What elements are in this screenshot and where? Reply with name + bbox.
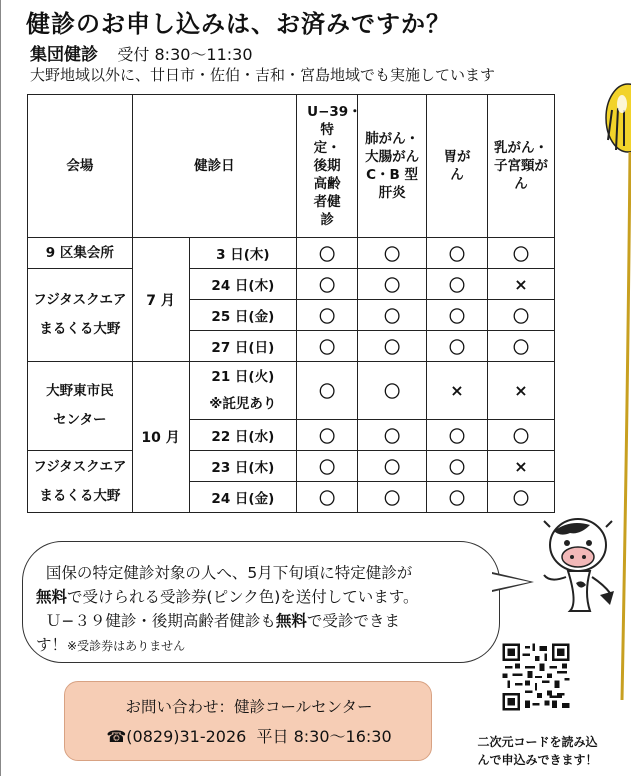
mark-cell: 〇 bbox=[297, 269, 358, 300]
venue-cell: 9 区集会所 bbox=[28, 238, 133, 269]
qr-caption-line: 二次元コードを読み込 bbox=[477, 735, 598, 749]
header-stomach bbox=[427, 95, 488, 238]
mark-cell: 〇 bbox=[427, 331, 488, 362]
notice-line bbox=[36, 609, 482, 633]
notice-line3-pre: Ｕ−３９健診・後期高齢者健診も bbox=[45, 612, 276, 630]
mark-cell: × bbox=[487, 451, 554, 482]
mark-cell: 〇 bbox=[297, 451, 358, 482]
mark-cell: × bbox=[487, 269, 554, 300]
date-cell: 27 日(日) bbox=[189, 331, 297, 362]
notice-line3-rest: で受診できま bbox=[306, 612, 400, 630]
mark-cell: 〇 bbox=[487, 482, 554, 513]
mark-cell: × bbox=[487, 362, 554, 420]
mark-cell: 〇 bbox=[358, 300, 427, 331]
notice-text bbox=[36, 561, 482, 658]
venue-line: まるくる大野 bbox=[39, 487, 121, 504]
mark-cell: 〇 bbox=[487, 300, 554, 331]
mark-cell: × bbox=[427, 362, 488, 420]
mark-cell: 〇 bbox=[358, 482, 427, 513]
notice-line1: 国保の特定健診対象の人へ、5月下旬頃に特定健診が bbox=[45, 564, 413, 582]
mark-cell: 〇 bbox=[427, 420, 488, 451]
mark-cell: 〇 bbox=[297, 420, 358, 451]
date-cell: 24 日(木) bbox=[189, 269, 297, 300]
mark-cell: 〇 bbox=[487, 331, 554, 362]
table-header-row bbox=[28, 95, 555, 238]
table-row bbox=[28, 362, 555, 420]
group-checkup-label: 集団健診 bbox=[30, 45, 98, 65]
venue-cell bbox=[28, 451, 133, 513]
header-breast-text: 乳がん・子宮頸がん bbox=[493, 140, 548, 192]
notice-line bbox=[36, 561, 482, 585]
free-emphasis: 無料 bbox=[36, 588, 68, 606]
mark-cell: 〇 bbox=[487, 420, 554, 451]
table-row bbox=[28, 269, 555, 300]
contact-title: お問い合わせ：健診コールセンター bbox=[125, 698, 373, 716]
table-row bbox=[28, 238, 555, 269]
header-lung bbox=[358, 95, 427, 238]
table-row bbox=[28, 451, 555, 482]
date-cell bbox=[189, 362, 297, 420]
mark-cell: 〇 bbox=[297, 300, 358, 331]
mark-cell: 〇 bbox=[427, 269, 488, 300]
qr-caption-line: んで申込みできます！ bbox=[477, 753, 598, 767]
region-note: 大野地域以外に、廿日市・佐伯・吉和・宮島地域でも実施しています bbox=[30, 66, 496, 84]
notice-line bbox=[36, 633, 482, 658]
header-date: 健診日 bbox=[132, 95, 297, 238]
date-cell: 24 日(金) bbox=[189, 482, 297, 513]
schedule-table bbox=[27, 94, 555, 513]
qr-code-icon[interactable] bbox=[500, 641, 572, 713]
mark-cell: 〇 bbox=[358, 331, 427, 362]
mark-cell: 〇 bbox=[297, 362, 358, 420]
mark-cell: 〇 bbox=[487, 238, 554, 269]
venue-cell bbox=[28, 269, 133, 362]
date-cell: 23 日(木) bbox=[189, 451, 297, 482]
contact-phone bbox=[65, 724, 433, 747]
venue-line: まるくる大野 bbox=[39, 321, 121, 337]
header-stomach-text: 胃がん bbox=[443, 149, 471, 183]
mark-cell: 〇 bbox=[427, 238, 488, 269]
mark-cell: 〇 bbox=[297, 238, 358, 269]
bubble-tail-inner bbox=[492, 574, 530, 590]
mark-cell: 〇 bbox=[358, 451, 427, 482]
date-cell: 3 日(木) bbox=[189, 238, 297, 269]
ticket-note: ※受診券はありません bbox=[67, 639, 186, 653]
phone-hours: 平日 8:30〜16:30 bbox=[256, 727, 392, 746]
notice-line2: で受けられる受診券(ピンク色)を送付しています。 bbox=[67, 588, 419, 606]
contact-box bbox=[64, 681, 432, 761]
childcare-note: ※託児あり bbox=[209, 395, 277, 412]
venue-line: フジタスクエア bbox=[33, 292, 127, 308]
date-cell: 22 日(水) bbox=[189, 420, 297, 451]
venue-line: センター bbox=[53, 412, 107, 428]
page-title: 健診のお申し込みは、お済みですか？ bbox=[26, 10, 451, 38]
mark-cell: 〇 bbox=[297, 482, 358, 513]
mark-cell: 〇 bbox=[358, 269, 427, 300]
mark-cell: 〇 bbox=[427, 482, 488, 513]
group-checkup-header bbox=[30, 40, 253, 65]
decorative-edge-illustration bbox=[598, 80, 631, 720]
mark-cell: 〇 bbox=[297, 331, 358, 362]
month-cell-july: 7 月 bbox=[132, 238, 189, 362]
qr-caption bbox=[455, 733, 620, 769]
phone-number[interactable]: (0829)31-2026 bbox=[126, 727, 247, 746]
venue-line: 大野東市民 bbox=[46, 383, 114, 399]
free-emphasis: 無料 bbox=[275, 612, 307, 630]
header-u39-text: U−39・特定・後期高齢者健診 bbox=[307, 104, 362, 228]
mark-cell: 〇 bbox=[358, 238, 427, 269]
mark-cell: 〇 bbox=[358, 420, 427, 451]
header-venue: 会場 bbox=[28, 95, 133, 238]
date-text: 21 日(火) bbox=[211, 368, 275, 385]
phone-icon: ☎ bbox=[106, 727, 127, 746]
venue-cell bbox=[28, 362, 133, 451]
reception-hours: 受付 8:30〜11:30 bbox=[117, 45, 253, 64]
venue-line: フジタスクエア bbox=[33, 458, 127, 475]
month-cell-october: 10 月 bbox=[132, 362, 189, 513]
notice-line4: す！ bbox=[36, 636, 68, 654]
notice-line bbox=[36, 585, 482, 609]
mark-cell: 〇 bbox=[427, 451, 488, 482]
header-breast bbox=[487, 95, 554, 238]
date-cell: 25 日(金) bbox=[189, 300, 297, 331]
mark-cell: 〇 bbox=[358, 362, 427, 420]
header-u39 bbox=[297, 95, 362, 238]
header-lung-text: 肺がん・大腸がんC・B 型肝炎 bbox=[365, 131, 420, 201]
mark-cell: 〇 bbox=[427, 300, 488, 331]
